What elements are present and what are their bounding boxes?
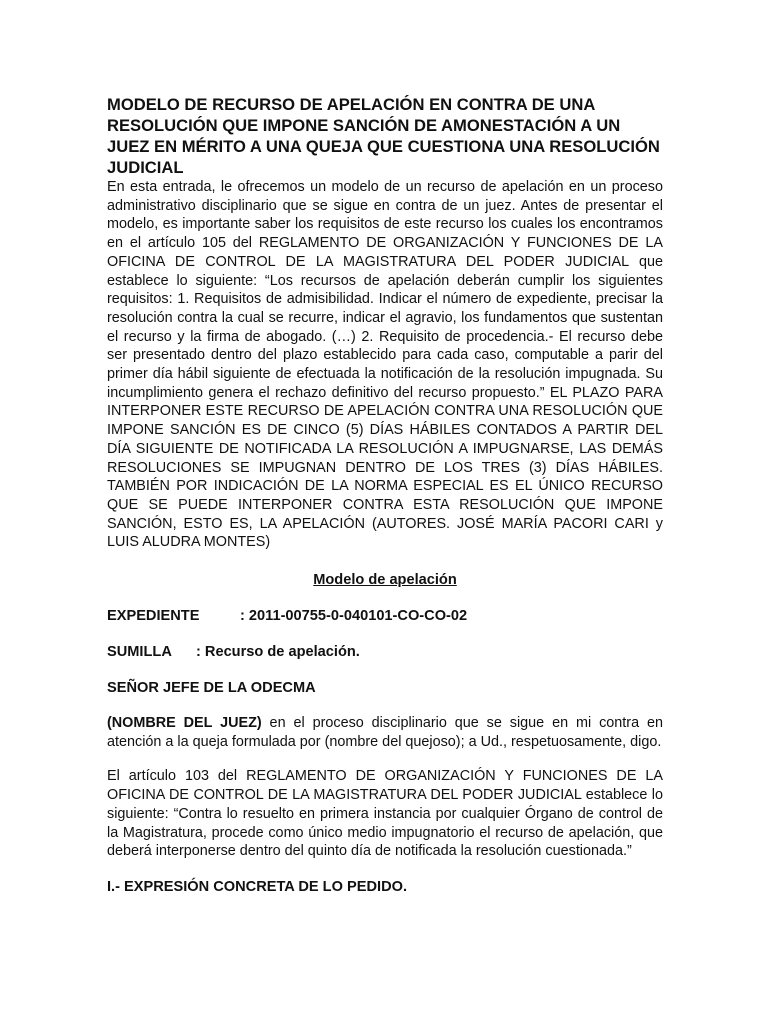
intro-paragraph: En esta entrada, le ofrecemos un modelo de un recurso de apelación en un proceso administrativo disciplinario que se sigue en contra de un juez. Antes de presentar el modelo, es importante saber los requisitos de este recurso los cuales los encontramos en el artículo 105 del REGLAMENTO DE ORGANIZACIÓN Y FUNCIONES DE LA OFICINA DE CONTROL DE LA MAGISTRATURA DEL PODER JUDICIAL que establece lo siguiente: “Los recursos de apelación deberán cumplir los siguientes requisitos: 1. Requisitos de admisibilidad. Indicar el número de expediente, precisar la resolución contra la cual se recurre, indicar el agravio, los fundamentos que sustentan el recurso y la firma de abogado. (…) 2. Requisito de procedencia.- El recurso debe ser presentado dentro del plazo establecido para cada caso, computable a parir del primer día hábil siguiente de efectuada la notificación de la resolución impugnada. Su incumplimiento genera el rechazo definitivo del recurso propuesto.” EL PLAZO PARA INTERPONER ESTE RECURSO DE APELACIÓN CONTRA UNA RESOLUCIÓN QUE IMPONE SANCIÓN ES DE CINCO (5) DÍAS HÁBILES CONTADOS A PARTIR DEL DÍA SIGUIENTE DE NOTIFICADA LA RESOLUCIÓN A IMPUGNARSE, LAS DEMÁS RESOLUCIONES SE IMPUGNAN DENTRO DE LOS TRES (3) DÍAS HÁBILES. TAMBIÉN POR INDICACIÓN DE LA NORMA ESPECIAL ES EL ÚNICO RECURSO QUE SE PUEDE INTERPONER CONTRA ESTA RESOLUCIÓN QUE IMPONE SANCIÓN, ESTO ES, LA APELACIÓN (AUTORES. JOSÉ MARÍA PACORI CARI y LUIS ALUDRA MONTES) — [107, 179, 663, 551]
document-title: MODELO DE RECURSO DE APELACIÓN EN CONTRA DE UNA RESOLUCIÓN QUE IMPONE SANCIÓN DE AMONESTACIÓN A UN JUEZ EN MÉRITO A UNA QUEJA QUE CUESTIONA UNA RESOLUCIÓN JUDICIAL — [107, 95, 660, 177]
model-heading: Modelo de apelación — [313, 572, 457, 589]
sumilla-value: : Recurso de apelación. — [196, 644, 360, 661]
section-one-heading: I.- EXPRESIÓN CONCRETA DE LO PEDIDO. — [107, 878, 408, 895]
document-page — [107, 94, 663, 897]
judge-name: (NOMBRE DEL JUEZ) — [107, 715, 262, 732]
judge-paragraph — [107, 714, 663, 751]
sumilla-row — [107, 642, 663, 662]
expediente-label: EXPEDIENTE — [107, 608, 200, 625]
sumilla-label: SUMILLA — [107, 644, 172, 661]
expediente-value: : 2011-00755-0-040101-CO-CO-02 — [240, 608, 468, 625]
expediente-row — [107, 606, 663, 626]
judge-paragraph-text: en el proceso disciplinario que se sigue en mi contra en atención a la queja formulada por (nombre del quejoso); a Ud., respetuosamente, digo. — [107, 715, 663, 750]
addressee-line: SEÑOR JEFE DE LA ODECMA — [107, 680, 316, 697]
article-paragraph: El artículo 103 del REGLAMENTO DE ORGANIZACIÓN Y FUNCIONES DE LA OFICINA DE CONTROL DE LA MAGISTRATURA DEL PODER JUDICIAL establece lo siguiente: “Contra lo resuelto en primera instancia por cualquier Órgano de control de la Magistratura, procede como único medio impugnatorio el recurso de apelación, que deberá interponerse dentro del quinto día de notificada la resolución cuestionada.” — [107, 768, 663, 860]
